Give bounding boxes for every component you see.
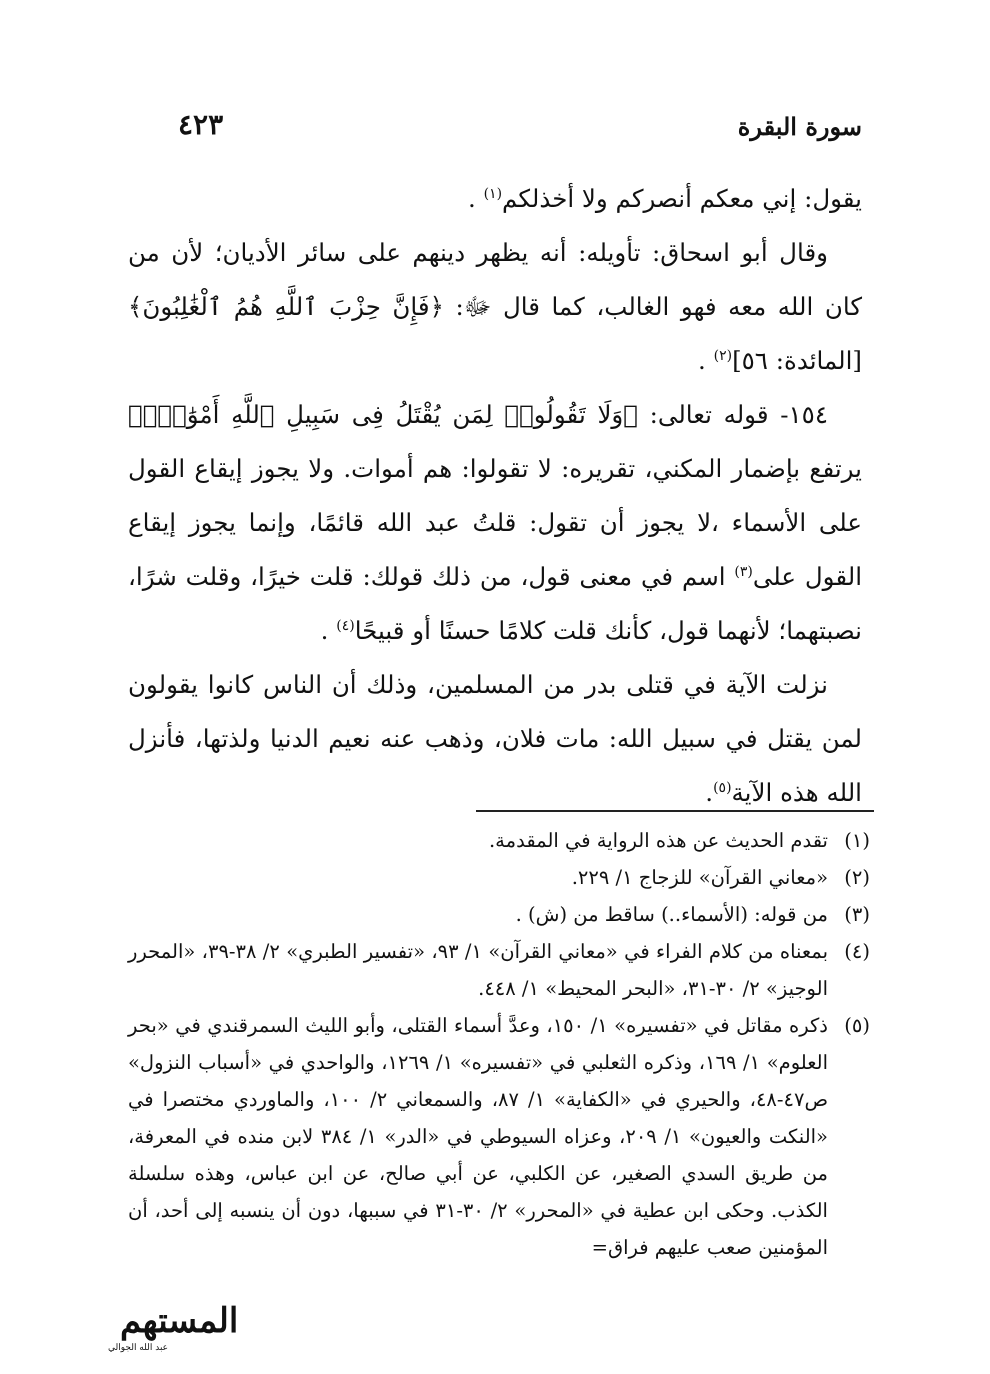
footnote-ref-5: (٥) (713, 779, 732, 796)
footnote-ref-4: (٤) (336, 617, 355, 634)
paragraph-3-text-b: اسم في معنى قول، من ذلك قولك: قلت خيرًا، وقلت شرًا، نصبتهما؛ لأنهما قول، كأنك قلت كلامًا حسنًا أو قبيحًا (128, 562, 862, 645)
paragraph-2-text: وقال أبو اسحاق: تأويله: أنه يظهر دينهم على سائر الأديان؛ لأن من كان الله معه فهو الغالب، كما قال ﷻ: ﴿فَإِنَّ حِزْبَ ٱللَّهِ هُمُ ٱلْغَٰلِبُونَ﴾ [المائدة: ٥٦] (128, 238, 862, 375)
footnote (128, 859, 870, 896)
paragraph-3 (128, 388, 862, 658)
page-number: ٤٢٣ (178, 108, 224, 141)
footnote (128, 933, 870, 1007)
footnote (128, 896, 870, 933)
paragraph-2-end: . (698, 346, 714, 375)
footnote-number: (٣) (844, 903, 870, 926)
footnote-text: «معاني القرآن» للزجاج ١/ ٢٢٩. (571, 866, 828, 889)
footnote-text: تقدم الحديث عن هذه الرواية في المقدمة. (488, 829, 828, 852)
footnote-number: (٢) (844, 866, 870, 889)
footnote-number: (٥) (844, 1014, 870, 1037)
footnote-text: بمعناه من كلام الفراء في «معاني القرآن» ١/ ٩٣، «تفسير الطبري» ٢/ ٣٨-٣٩، «المحرر الوجيز» ٢/ ٣٠-٣١، «البحر المحيط» ١/ ٤٤٨. (128, 940, 828, 1000)
paragraph-3-end: . (320, 616, 337, 645)
paragraph-1-end: . (467, 184, 484, 213)
paragraph-4-end: . (705, 778, 714, 807)
paragraph-1 (128, 172, 862, 226)
paragraph-3-text: ١٥٤- قوله تعالى: ﴿وَلَا تَقُولُوا۟ لِمَن يُقْتَلُ فِى سَبِيلِ ٱللَّهِ أَمْوَٰتٌۢ﴾ يرتفع بإضمار المكني، تقريره: لا تقولوا: هم أموات. ولا يجوز إيقاع القول على الأسماء ،لا يجوز أن تقول: قلتُ عبد الله قائمًا، وإنما يجوز إيقاع القول على (128, 400, 862, 591)
footnote-number: (٤) (844, 940, 870, 963)
logo-text: المستهم (120, 1301, 239, 1341)
footnote (128, 822, 870, 859)
footnote-separator (476, 810, 874, 812)
logo-subtext: عبد الله الجوالي (108, 1343, 169, 1353)
footnote-text: من قوله: (الأسماء..) ساقط من (ش) . (515, 903, 828, 926)
footnote-number: (١) (844, 829, 870, 852)
paragraph-2 (128, 226, 862, 388)
paragraph-4-text: نزلت الآية في قتلى بدر من المسلمين، وذلك أن الناس كانوا يقولون لمن يقتل في سبيل الله: مات فلان، وذهب عنه نعيم الدنيا ولذتها، فأنزل الله هذه الآية (128, 670, 862, 807)
footnotes (128, 822, 870, 1266)
footnote (128, 1007, 870, 1266)
publisher-logo (8, 1290, 239, 1356)
footnote-ref-2: (٢) (713, 347, 733, 364)
footnote-ref-3: (٣) (734, 563, 753, 580)
surah-title: سورة البقرة (737, 112, 862, 141)
footnote-text: ذكره مقاتل في «تفسيره» ١/ ١٥٠، وعدَّ أسماء القتلى، وأبو الليث السمرقندي في «بحر العلوم» ١/ ١٦٩، وذكره الثعلبي في «تفسيره» ١/ ١٢٦٩، والواحدي في «أسباب النزول» ص٤٧-٤٨، والحيري في «الكفاية» ١/ ٨٧، والسمعاني ٢/ ١٠٠، والماوردي مختصرا في «النكت والعيون» ١/ ٢٠٩، وعزاه السيوطي في «الدر» ١/ ٣٨٤ لابن منده في المعرفة، من طريق السدي الصغير، عن الكلبي، عن أبي صالح، عن ابن عباس، وهذه سلسلة الكذب. وحكى ابن عطية في «المحرر» ٢/ ٣٠-٣١ في سببها، دون أن ينسبه إلى أحد، أن المؤمنين صعب عليهم فراق= (128, 1014, 829, 1259)
paragraph-1-text: يقول: إني معكم أنصركم ولا أخذلكم (502, 184, 862, 213)
paragraph-4 (128, 658, 862, 820)
footnote-ref-1: (١) (483, 185, 503, 202)
main-text (128, 172, 862, 820)
